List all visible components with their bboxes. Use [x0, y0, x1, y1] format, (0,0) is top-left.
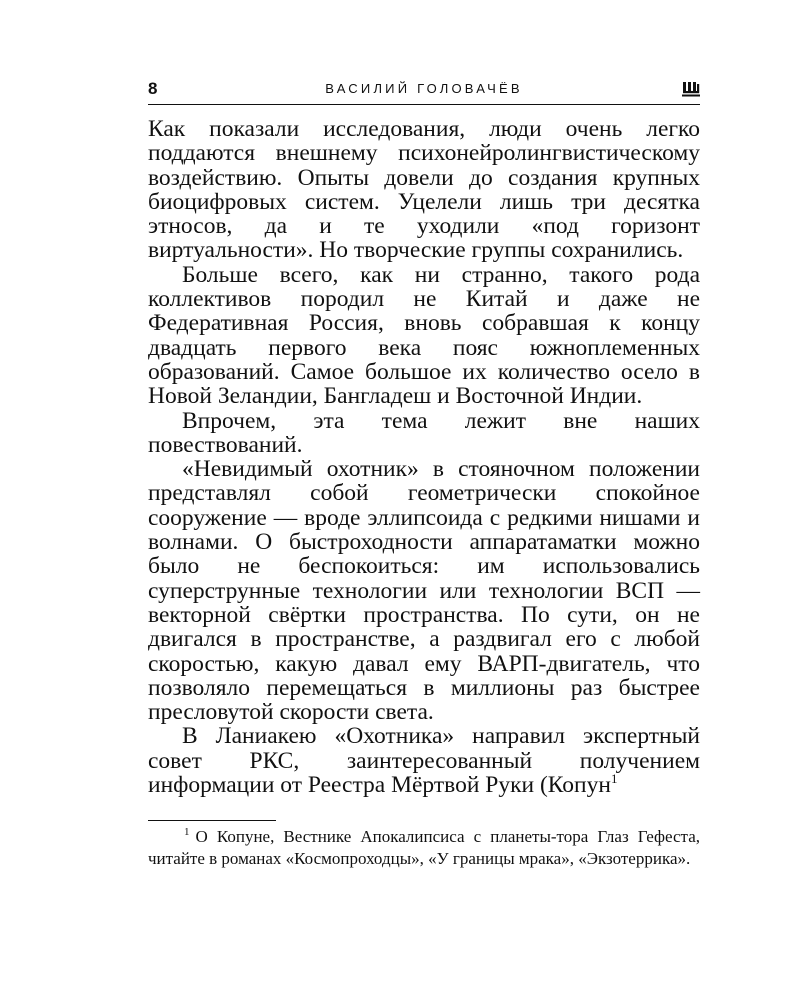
paragraph-1: Как показали исследования, люди очень легко поддаются внешнему психонейролингвистическому воздействию. Опыты довели до создания крупных биоцифровых систем. Уцелели лишь три десятка этносов, да и те уходили «под горизонт виртуальности». Но творческие группы сохранились.: [148, 116, 700, 264]
footnote-reference[interactable]: 1: [610, 771, 618, 787]
footnote: [148, 826, 700, 870]
paragraph-5-text: В Ланиакею «Охотника» направил экспертный совет РКС, заинтересованный получением информации от Реестра Мёртвой Руки (Копун: [148, 723, 700, 799]
publisher-logo-icon: [682, 81, 700, 97]
footnote-text: О Копуне, Вестнике Апокалипсиса с планеты-тора Глаз Гефеста, читайте в романах «Космопроходцы», «У границы мрака», «Экзотеррика».: [148, 827, 700, 868]
page-header: [148, 78, 700, 100]
body-text: [148, 117, 700, 797]
paragraph-4: «Невидимый охотник» в стояночном положении представлял собой геометрически спокойное сооружение — вроде эллипсоида с редкими нишами и волнами. О быстроходности аппаратаматки можно было не беспокоиться: им использовались суперструнные технологии или технологии ВСП — векторной свёртки пространства. По сути, он не двигался в пространстве, а раздвигал его с любой скоростью, какую давал ему ВАРП-двигатель, что позволяло перемещаться в миллионы раз быстрее пресловутой скорости света.: [148, 456, 700, 726]
page-number: 8: [148, 79, 158, 98]
paragraph-2: Больше всего, как ни странно, такого рода коллективов породил не Китай и даже не Федеративная Россия, вновь собравшая к концу двадцать первого века пояс южноплеменных образований. Самое большое их количество осело в Новой Зеландии, Бангладеш и Восточной Индии.: [148, 261, 700, 410]
footnote-mark: 1: [184, 826, 190, 839]
header-rule: [148, 104, 700, 105]
footnote-rule: [148, 820, 276, 821]
paragraph-5: [148, 724, 700, 797]
running-head: ВАСИЛИЙ ГОЛОВАЧЁВ: [325, 81, 523, 96]
paragraph-3: Впрочем, эта тема лежит вне наших повествований.: [148, 407, 700, 458]
